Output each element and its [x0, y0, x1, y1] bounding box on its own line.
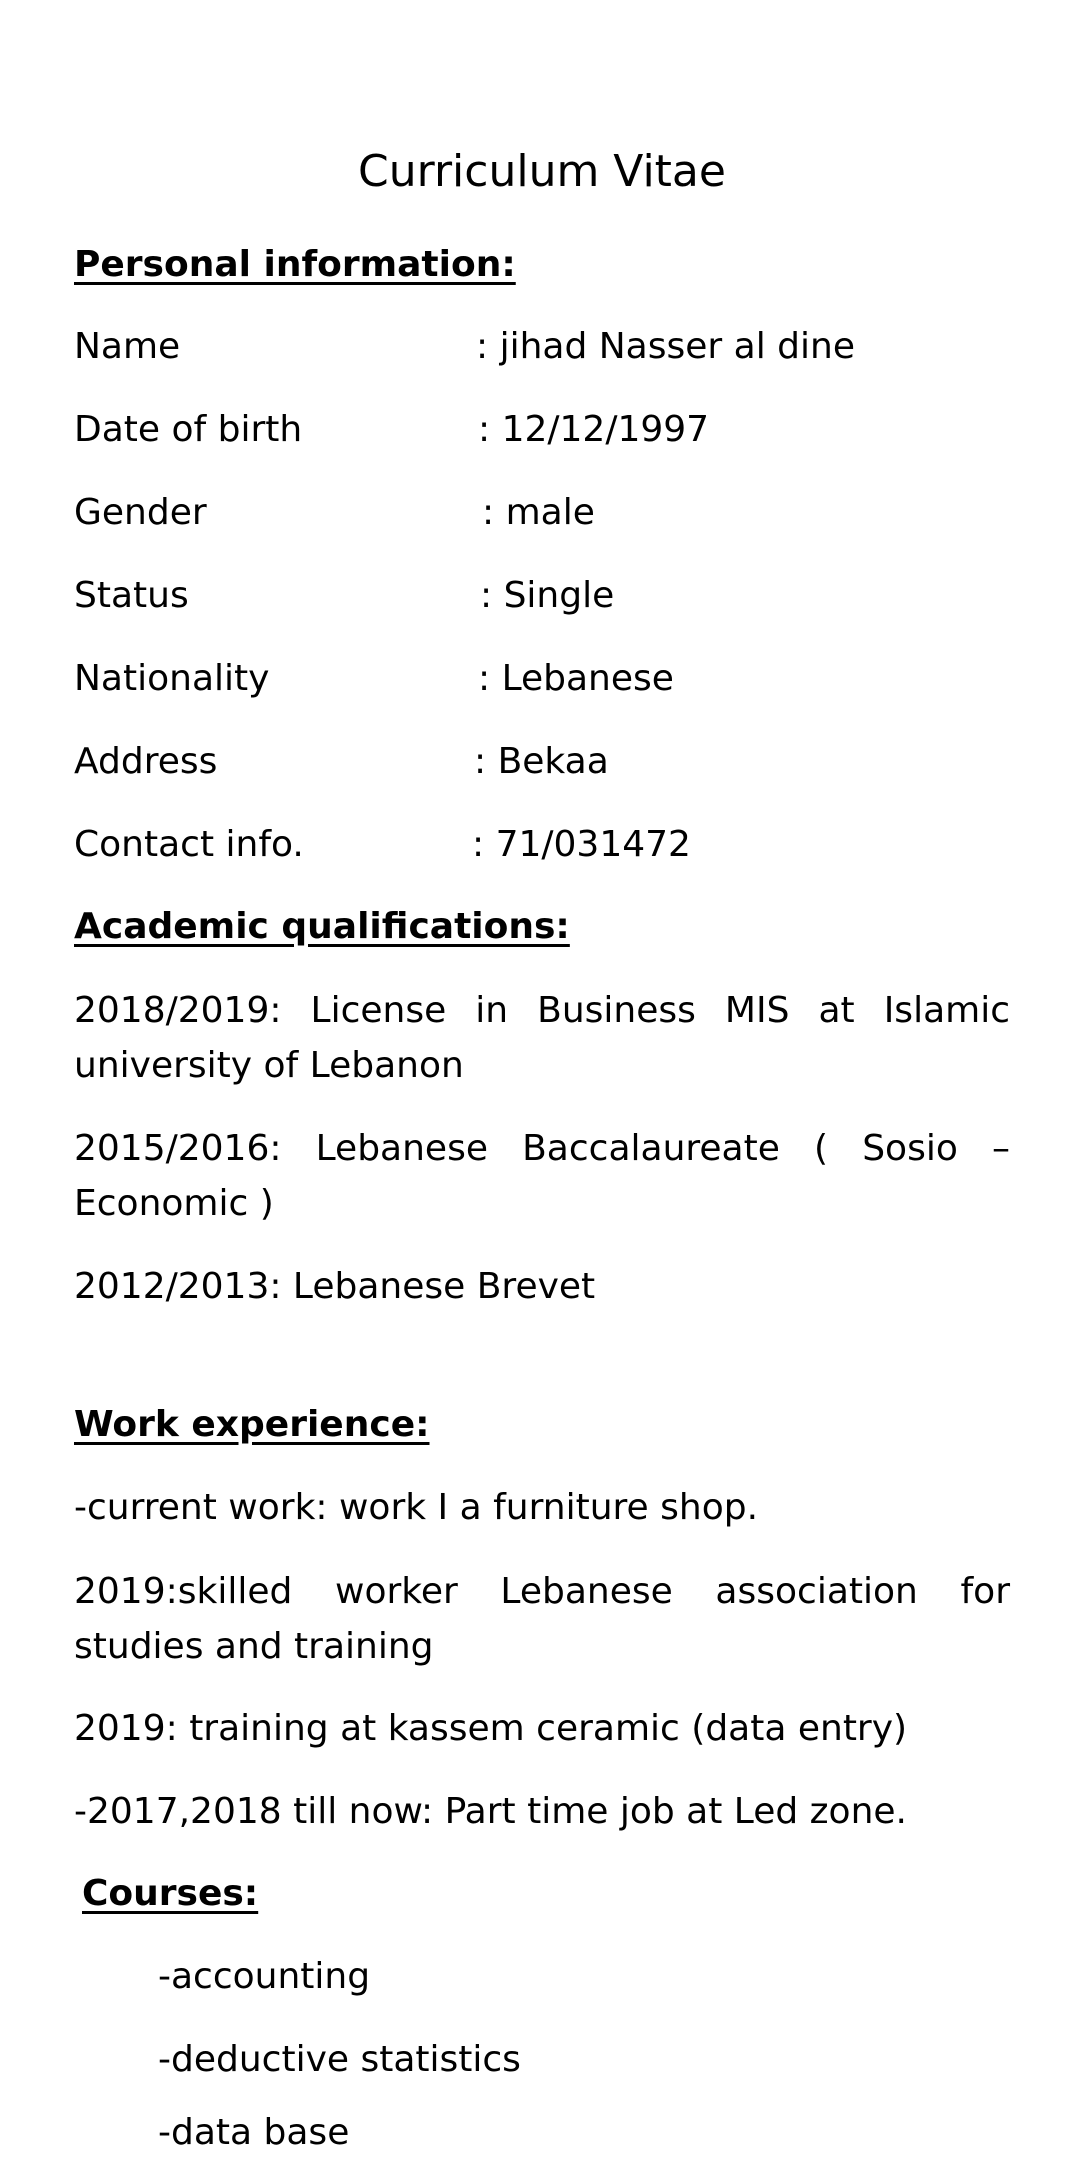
info-label: Name	[74, 326, 181, 367]
work-item: -current work: work I a furniture shop.	[74, 1487, 759, 1528]
info-label: Gender	[74, 492, 207, 533]
course-item: -accounting	[158, 1956, 371, 1997]
info-value: : jihad Nasser al dine	[476, 326, 855, 367]
academic-heading: Academic qualifications:	[74, 906, 570, 947]
work-item: -2017,2018 till now: Part time job at Led zone.	[74, 1791, 907, 1832]
courses-heading: Courses:	[82, 1873, 259, 1914]
info-label: Address	[74, 741, 218, 782]
info-value: : Lebanese	[478, 658, 674, 699]
info-label: Date of birth	[74, 409, 303, 450]
work-item: 2019: training at kassem ceramic (data entry)	[74, 1708, 908, 1749]
academic-item: 2018/2019: License in Business MIS at Islamic university of Lebanon	[74, 990, 1010, 1086]
course-item: -data base	[158, 2112, 350, 2153]
info-label: Nationality	[74, 658, 270, 699]
info-label: Contact info.	[74, 824, 304, 865]
work-heading: Work experience:	[74, 1404, 430, 1445]
info-value: : male	[482, 492, 595, 533]
work-item: 2019:skilled worker Lebanese association for studies and training	[74, 1571, 1010, 1667]
academic-item: 2015/2016: Lebanese Baccalaureate ( Sosio – Economic )	[74, 1128, 1010, 1224]
info-value: : 12/12/1997	[478, 409, 710, 450]
academic-item: 2012/2013: Lebanese Brevet	[74, 1266, 596, 1307]
course-item: -deductive statistics	[158, 2039, 521, 2080]
info-value: : Bekaa	[474, 741, 609, 782]
info-label: Status	[74, 575, 189, 616]
info-value: : Single	[480, 575, 615, 616]
personal-info-heading: Personal information:	[74, 244, 516, 285]
document-title: Curriculum Vitae	[358, 146, 726, 197]
info-value: : 71/031472	[472, 824, 691, 865]
